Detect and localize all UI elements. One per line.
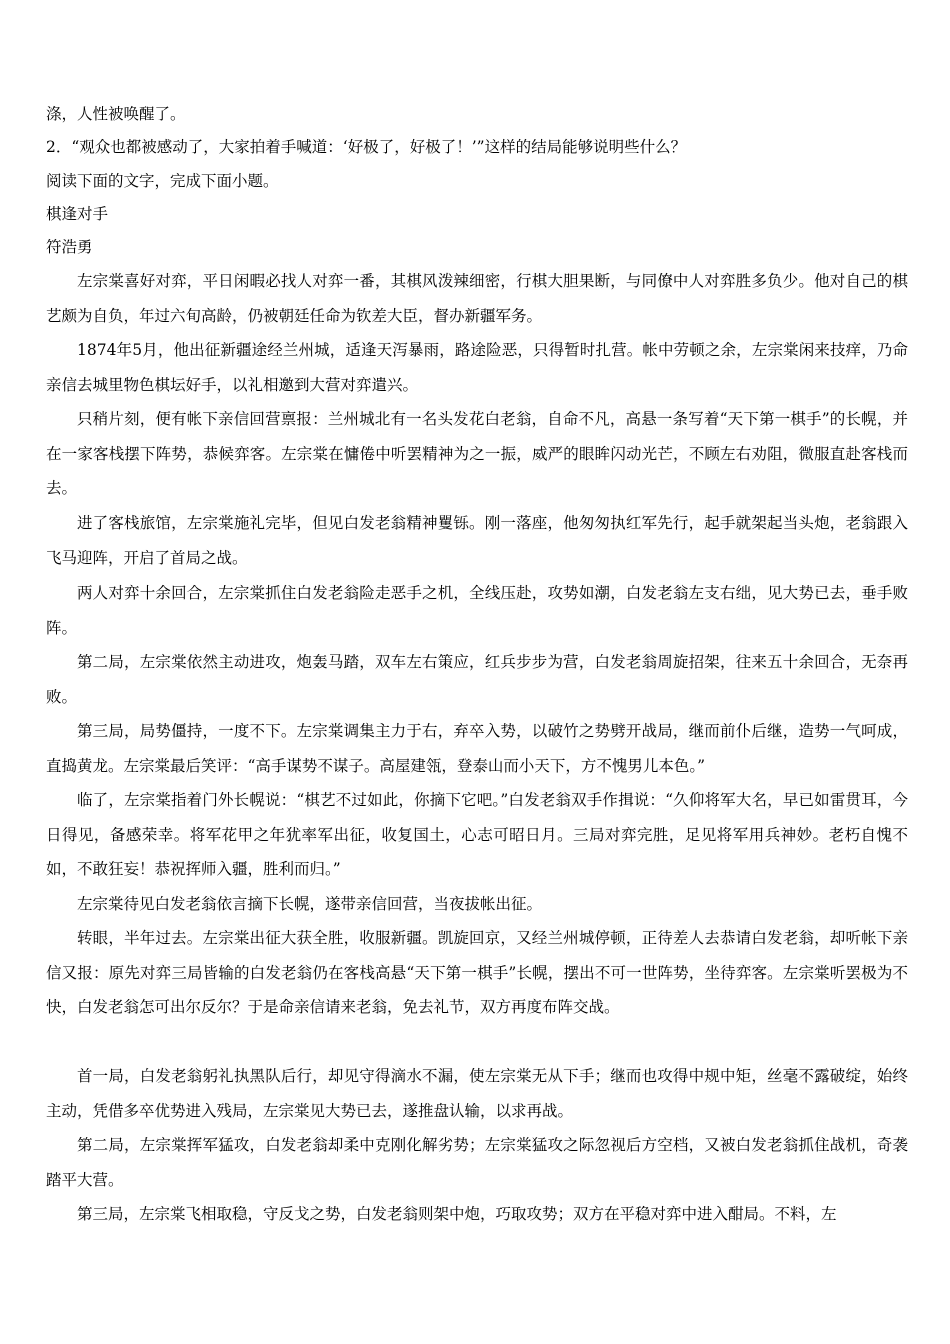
reading-instruction: 阅读下面的文字，完成下面小题。 [46, 172, 279, 190]
paragraph-1: 左宗棠喜好对弈，平日闲暇必找人对弈一番，其棋风泼辣细密，行棋大胆果断，与同僚中人对弈胜多负少。他对自己的棋艺颇为自负，年过六旬高龄，仍被朝廷任命为钦差大臣，督办新疆军务。 [46, 272, 908, 325]
paragraph-2: 1874年5月，他出征新疆途经兰州城，适逢天泻暴雨，路途险恶，只得暂时扎营。帐中劳顿之余，左宗棠闲来技痒，乃命亲信去城里物色棋坛好手，以礼相邀到大营对弈遣兴。 [46, 341, 908, 394]
paragraph-6: 第二局，左宗棠依然主动进攻，炮轰马踏，双车左右策应，红兵步步为营，白发老翁周旋招架，往来五十余回合，无奈再败。 [46, 653, 908, 706]
story-author: 符浩勇 [46, 238, 93, 256]
paragraph-11: 首一局，白发老翁躬礼执黑队后行，却见守得滴水不漏，使左宗棠无从下手；继而也攻得中规中矩，丝毫不露破绽，始终主动，凭借多卒优势进入残局，左宗棠见大势已去，遂推盘认输，以求再战。 [46, 1067, 908, 1120]
story-title: 棋逢对手 [46, 205, 109, 223]
paragraph-12: 第二局，左宗棠挥军猛攻，白发老翁却柔中克刚化解劣势；左宗棠猛攻之际忽视后方空档，又被白发老翁抓住战机，奇袭踏平大营。 [46, 1136, 908, 1189]
paragraph-3: 只稍片刻，便有帐下亲信回营禀报：兰州城北有一名头发花白老翁，自命不凡，高悬一条写着“天下第一棋手”的长幌，并在一家客栈摆下阵势，恭候弈客。左宗棠在慵倦中听罢精神为之一振，威严的眼眸闪动光芒，不顾左右劝阻，微服直赴客栈而去。 [46, 410, 908, 497]
paragraph-7: 第三局，局势僵持，一度不下。左宗棠调集主力于右，弃卒入势，以破竹之势劈开战局，继而前仆后继，造势一气呵成，直捣黄龙。左宗棠最后笑评：“高手谋势不谋子。高屋建瓴，登泰山而小天下，方不愧男儿本色。” [46, 722, 908, 775]
paragraph-4: 进了客栈旅馆，左宗棠施礼完毕，但见白发老翁精神矍铄。刚一落座，他匆匆执红军先行，起手就架起当头炮，老翁跟入飞马迎阵，开启了首局之战。 [46, 514, 908, 567]
text-line-continuation: 涤，人性被唤醒了。 [46, 105, 186, 123]
paragraph-9: 左宗棠待见白发老翁依言摘下长幌，遂带亲信回营，当夜拔帐出征。 [77, 895, 543, 913]
paragraph-5: 两人对弈十余回合，左宗棠抓住白发老翁险走恶手之机，全线压赴，攻势如潮，白发老翁左支右绌，见大势已去，垂手败阵。 [46, 584, 908, 637]
paragraph-13: 第三局，左宗棠飞相取稳，守反戈之势，白发老翁则架中炮，巧取攻势；双方在平稳对弈中进入酣局。不料，左 [77, 1205, 837, 1223]
paragraph-10: 转眼，半年过去。左宗棠出征大获全胜，收服新疆。凯旋回京，又经兰州城停顿，正待差人去恭请白发老翁，却听帐下亲信又报：原先对弈三局皆输的白发老翁仍在客栈高悬“天下第一棋手”长幌，摆出不可一世阵势，坐待弈客。左宗棠听罢极为不快，白发老翁怎可出尔反尔？于是命亲信请来老翁，免去礼节，双方再度布阵交战。 [46, 929, 908, 1016]
paragraph-8: 临了，左宗棠指着门外长幌说：“棋艺不过如此，你摘下它吧。”白发老翁双手作揖说：“久仰将军大名，早已如雷贯耳，今日得见，备感荣幸。将军花甲之年犹率军出征，收复国土，心志可昭日月。三局对弈完胜，足见将军用兵神妙。老朽自愧不如，不敢狂妄！恭祝挥师入疆，胜利而归。” [46, 791, 908, 878]
question-2: 2．“观众也都被感动了，大家拍着手喊道：‘好极了，好极了！’”这样的结局能够说明些什么？ [46, 138, 687, 156]
